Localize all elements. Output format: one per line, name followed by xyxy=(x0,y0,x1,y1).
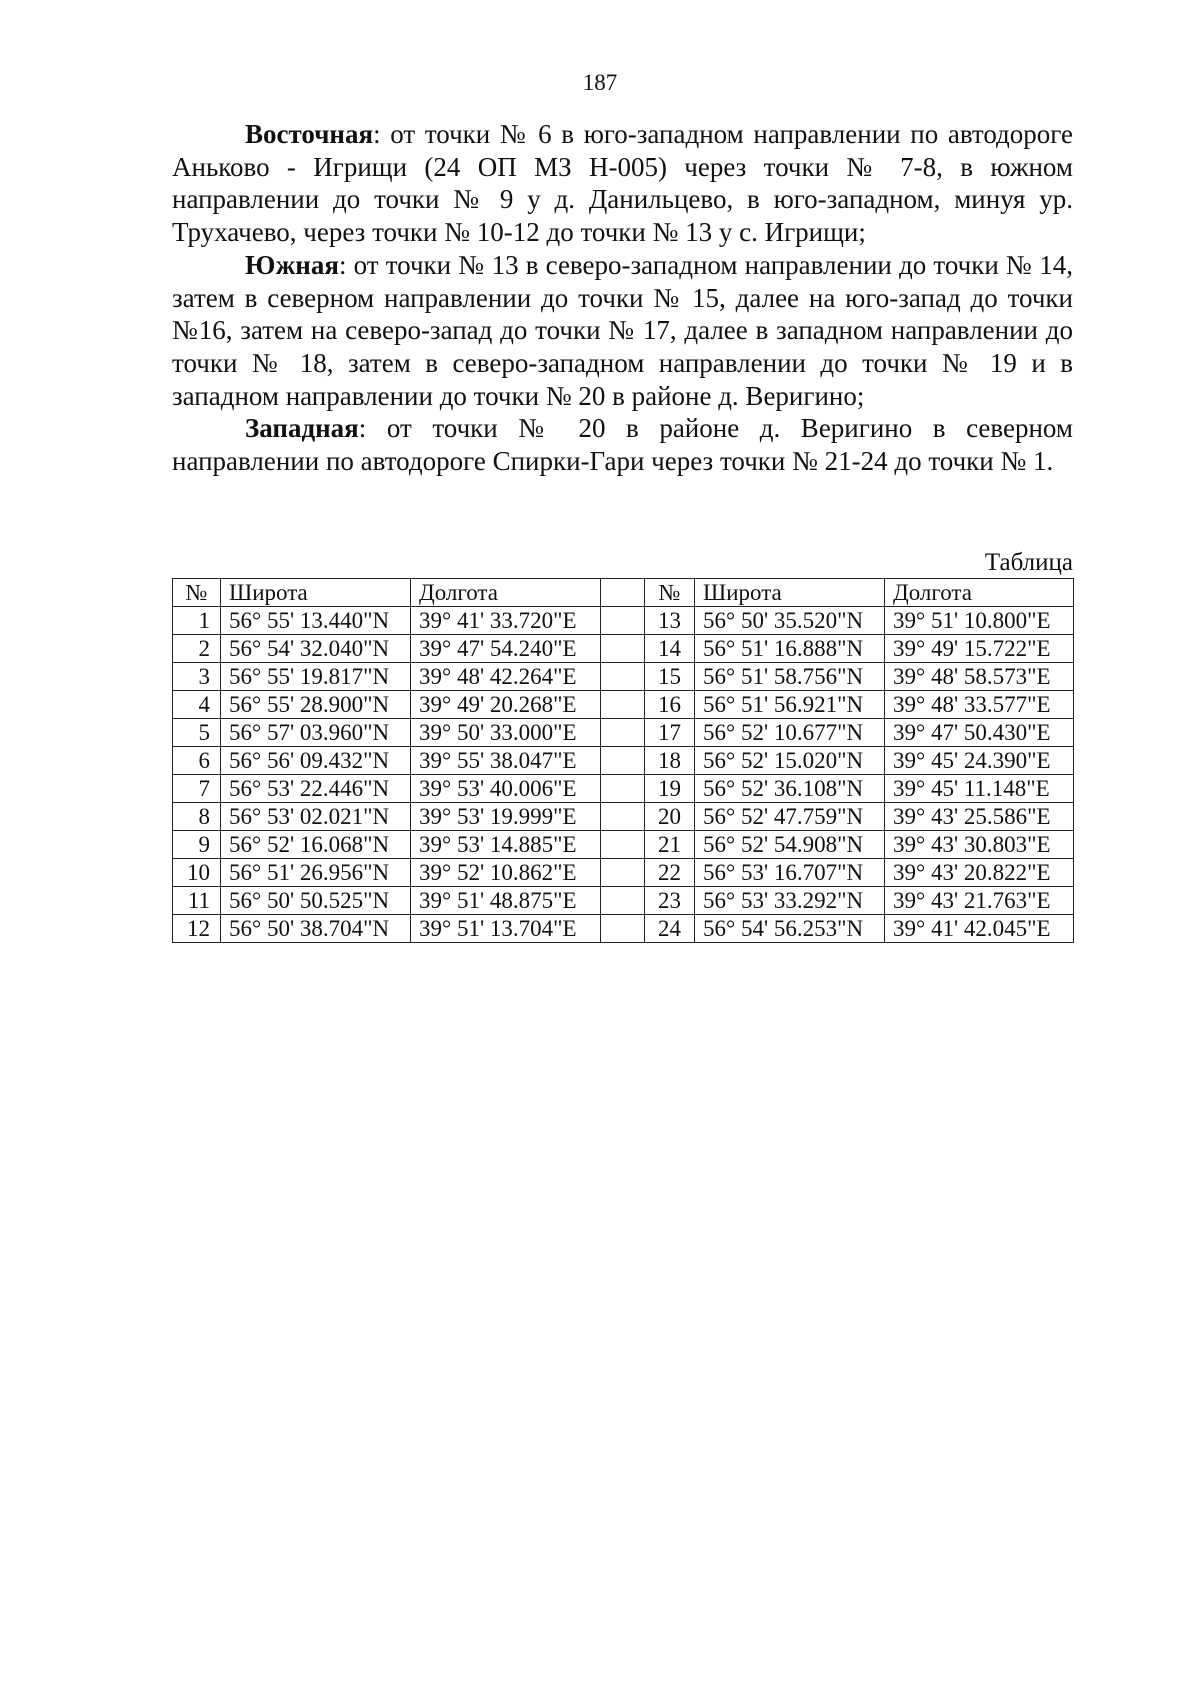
table-row xyxy=(173,691,1074,719)
table-row xyxy=(173,635,1074,663)
longitude-cell: 39° 43' 30.803"E xyxy=(885,831,1074,859)
latitude-cell: 56° 50' 50.525"N xyxy=(221,887,411,915)
latitude-cell: 56° 52' 54.908"N xyxy=(695,831,885,859)
paragraph-term: Южная xyxy=(245,249,339,280)
point-number: 19 xyxy=(645,775,695,803)
point-number: 24 xyxy=(645,915,695,943)
table-spacer-cell xyxy=(601,635,645,663)
latitude-cell: 56° 50' 38.704"N xyxy=(221,915,411,943)
point-number: 7 xyxy=(173,775,221,803)
table-spacer-cell xyxy=(601,915,645,943)
longitude-cell: 39° 45' 24.390"E xyxy=(885,747,1074,775)
point-number: 5 xyxy=(173,719,221,747)
table-spacer-cell xyxy=(601,607,645,635)
page-number: 187 xyxy=(582,70,618,95)
header-num: № xyxy=(173,579,221,607)
table-row xyxy=(173,607,1074,635)
longitude-cell: 39° 53' 40.006"E xyxy=(411,775,601,803)
point-number: 21 xyxy=(645,831,695,859)
table-row xyxy=(173,663,1074,691)
table-spacer-cell xyxy=(601,887,645,915)
point-number: 14 xyxy=(645,635,695,663)
longitude-cell: 39° 55' 38.047"E xyxy=(411,747,601,775)
paragraph-western xyxy=(172,412,1073,477)
table-spacer-cell xyxy=(601,719,645,747)
latitude-cell: 56° 55' 19.817"N xyxy=(221,663,411,691)
point-number: 1 xyxy=(173,607,221,635)
latitude-cell: 56° 55' 13.440"N xyxy=(221,607,411,635)
point-number: 16 xyxy=(645,691,695,719)
point-number: 2 xyxy=(173,635,221,663)
point-number: 10 xyxy=(173,859,221,887)
latitude-cell: 56° 52' 36.108"N xyxy=(695,775,885,803)
longitude-cell: 39° 41' 33.720"E xyxy=(411,607,601,635)
longitude-cell: 39° 43' 25.586"E xyxy=(885,803,1074,831)
longitude-cell: 39° 49' 20.268"E xyxy=(411,691,601,719)
latitude-cell: 56° 53' 02.021"N xyxy=(221,803,411,831)
point-number: 13 xyxy=(645,607,695,635)
table-row xyxy=(173,831,1074,859)
body-text xyxy=(172,118,1073,478)
table-spacer-cell xyxy=(601,579,645,607)
table-row xyxy=(173,915,1074,943)
latitude-cell: 56° 52' 16.068"N xyxy=(221,831,411,859)
longitude-cell: 39° 48' 33.577"E xyxy=(885,691,1074,719)
paragraph-southern xyxy=(172,249,1073,413)
longitude-cell: 39° 41' 42.045"E xyxy=(885,915,1074,943)
header-lon: Долгота xyxy=(411,579,601,607)
longitude-cell: 39° 53' 14.885"E xyxy=(411,831,601,859)
longitude-cell: 39° 51' 48.875"E xyxy=(411,887,601,915)
header-lat: Широта xyxy=(221,579,411,607)
point-number: 11 xyxy=(173,887,221,915)
header-lon: Долгота xyxy=(885,579,1074,607)
point-number: 22 xyxy=(645,859,695,887)
latitude-cell: 56° 51' 26.956"N xyxy=(221,859,411,887)
latitude-cell: 56° 52' 15.020"N xyxy=(695,747,885,775)
table-row xyxy=(173,859,1074,887)
point-number: 12 xyxy=(173,915,221,943)
point-number: 17 xyxy=(645,719,695,747)
latitude-cell: 56° 52' 47.759"N xyxy=(695,803,885,831)
longitude-cell: 39° 47' 54.240"E xyxy=(411,635,601,663)
paragraph-eastern xyxy=(172,118,1073,249)
longitude-cell: 39° 51' 10.800"E xyxy=(885,607,1074,635)
latitude-cell: 56° 53' 22.446"N xyxy=(221,775,411,803)
table-row xyxy=(173,803,1074,831)
point-number: 23 xyxy=(645,887,695,915)
latitude-cell: 56° 51' 56.921"N xyxy=(695,691,885,719)
paragraph-term: Восточная xyxy=(245,119,374,149)
longitude-cell: 39° 43' 20.822"E xyxy=(885,859,1074,887)
point-number: 6 xyxy=(173,747,221,775)
longitude-cell: 39° 48' 58.573"E xyxy=(885,663,1074,691)
table-header-row xyxy=(173,579,1074,607)
longitude-cell: 39° 51' 13.704"E xyxy=(411,915,601,943)
longitude-cell: 39° 52' 10.862"E xyxy=(411,859,601,887)
latitude-cell: 56° 56' 09.432"N xyxy=(221,747,411,775)
paragraph-text: : от точки № 20 в районе д. Веригино в северном направлении по автодороге Спирки-Гари через точки № 21-24 до точки № 1. xyxy=(172,413,1073,477)
latitude-cell: 56° 51' 58.756"N xyxy=(695,663,885,691)
table-row xyxy=(173,775,1074,803)
table-spacer-cell xyxy=(601,747,645,775)
table-body xyxy=(173,607,1074,943)
latitude-cell: 56° 53' 33.292"N xyxy=(695,887,885,915)
longitude-cell: 39° 53' 19.999"E xyxy=(411,803,601,831)
latitude-cell: 56° 50' 35.520"N xyxy=(695,607,885,635)
longitude-cell: 39° 49' 15.722"E xyxy=(885,635,1074,663)
table-spacer-cell xyxy=(601,691,645,719)
paragraph-text: : от точки № 13 в северо-западном направлении до точки № 14, затем в северном направлении до точки № 15, далее на юго-запад до точки №16, затем на северо-запад до точки № 17, далее в западном направлении до точки № 18, затем в северо-западном направлении до точки № 19 и в западном направлении до точки № 20 в районе д. Веригино; xyxy=(172,249,1073,411)
paragraph-term: Западная xyxy=(245,413,359,444)
latitude-cell: 56° 53' 16.707"N xyxy=(695,859,885,887)
longitude-cell: 39° 50' 33.000"E xyxy=(411,719,601,747)
longitude-cell: 39° 47' 50.430"E xyxy=(885,719,1074,747)
table-spacer-cell xyxy=(601,831,645,859)
table-row xyxy=(173,747,1074,775)
longitude-cell: 39° 43' 21.763"E xyxy=(885,887,1074,915)
table-caption: Таблица xyxy=(984,549,1073,576)
table-spacer-cell xyxy=(601,859,645,887)
table-spacer-cell xyxy=(601,803,645,831)
latitude-cell: 56° 57' 03.960"N xyxy=(221,719,411,747)
table-row xyxy=(173,887,1074,915)
point-number: 4 xyxy=(173,691,221,719)
longitude-cell: 39° 48' 42.264"E xyxy=(411,663,601,691)
point-number: 20 xyxy=(645,803,695,831)
latitude-cell: 56° 54' 56.253"N xyxy=(695,915,885,943)
latitude-cell: 56° 55' 28.900"N xyxy=(221,691,411,719)
table-spacer-cell xyxy=(601,775,645,803)
table-spacer-cell xyxy=(601,663,645,691)
header-num: № xyxy=(645,579,695,607)
point-number: 8 xyxy=(173,803,221,831)
table-row xyxy=(173,719,1074,747)
point-number: 18 xyxy=(645,747,695,775)
longitude-cell: 39° 45' 11.148"E xyxy=(885,775,1074,803)
point-number: 9 xyxy=(173,831,221,859)
latitude-cell: 56° 54' 32.040"N xyxy=(221,635,411,663)
header-lat: Широта xyxy=(695,579,885,607)
point-number: 15 xyxy=(645,663,695,691)
paragraph-text: : от точки № 6 в юго-западном направлении по автодороге Аньково - Игрищи (24 ОП МЗ Н-005) через точки № 7-8, в южном направлении до точки № 9 у д. Данильцево, в юго-западном, минуя ур. Трухачево, через точки № 10-12 до точки № 13 у с. Игрищи; xyxy=(172,119,1073,248)
latitude-cell: 56° 52' 10.677"N xyxy=(695,719,885,747)
coordinates-table xyxy=(172,578,1074,943)
point-number: 3 xyxy=(173,663,221,691)
latitude-cell: 56° 51' 16.888"N xyxy=(695,635,885,663)
